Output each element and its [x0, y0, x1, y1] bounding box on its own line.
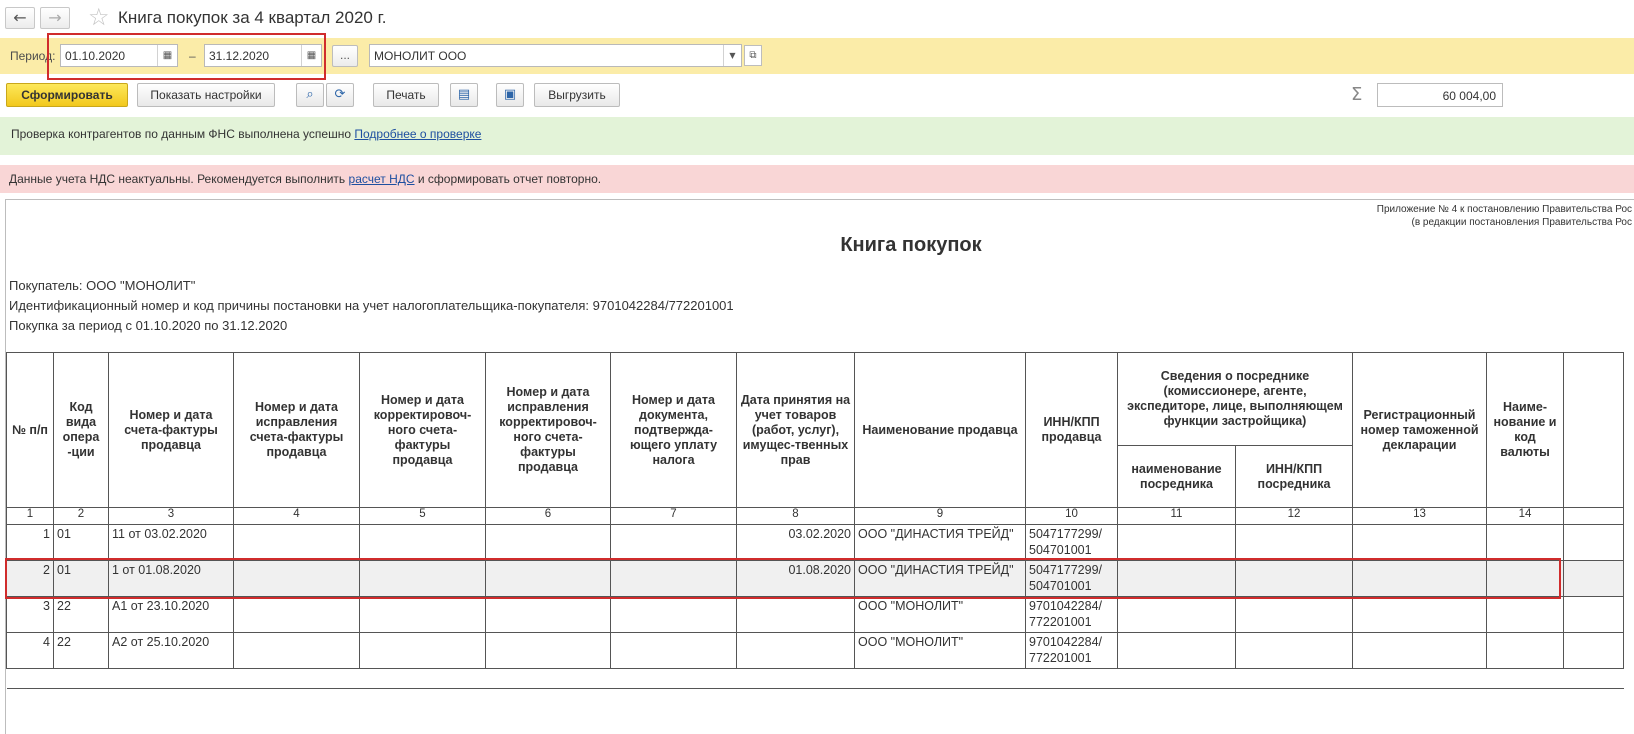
column-number: 5: [360, 508, 486, 525]
period-label: Период:: [10, 49, 56, 63]
operation-code: 22: [54, 597, 109, 633]
column-number: 4: [234, 508, 360, 525]
open-organization-icon[interactable]: ⧉: [744, 45, 762, 66]
date-to-value: 31.12.2020: [209, 49, 270, 63]
empty-cell: [1236, 597, 1353, 633]
header-cell: Код вида опера -ции: [54, 353, 109, 508]
column-number: 9: [855, 508, 1026, 525]
appendix-note-2: (в редакции постановления Правительства Рос: [1411, 217, 1632, 228]
vat-warning-prefix: Данные учета НДС неактуальны. Рекомендуется выполнить: [9, 172, 346, 186]
empty-cell: [486, 633, 611, 669]
empty-cell: [1353, 633, 1487, 669]
seller-inn: 9701042284/ 772201001: [1026, 633, 1118, 669]
acceptance-date: 03.02.2020: [737, 525, 855, 561]
column-number: 7: [611, 508, 737, 525]
empty-cell: [360, 633, 486, 669]
buyer-line: Покупатель: ООО "МОНОЛИТ": [9, 278, 196, 293]
sum-field: 60 004,00: [1377, 83, 1503, 107]
column-number: 12: [1236, 508, 1353, 525]
save-icon[interactable]: ▣: [496, 83, 524, 107]
seller-inn: 5047177299/ 504701001: [1026, 525, 1118, 561]
print-button[interactable]: Печать: [373, 83, 439, 107]
header-cell: Номер и дата документа, подтвержда-ющего уплату налога: [611, 353, 737, 508]
header-cell: Регистрационный номер таможенной декларации: [1353, 353, 1487, 508]
empty-cell: [360, 597, 486, 633]
column-number: 1: [7, 508, 54, 525]
column-number: 14: [1487, 508, 1564, 525]
empty-cell: [1564, 525, 1624, 561]
row-number: 1: [7, 525, 54, 561]
operation-code: 22: [54, 633, 109, 669]
forward-button[interactable]: [40, 7, 70, 29]
search-next-icon[interactable]: ⟳: [326, 83, 354, 107]
vat-warning-suffix: и сформировать отчет повторно.: [417, 172, 602, 186]
organization-value: МОНОЛИТ ООО: [374, 49, 467, 63]
column-number: 8: [737, 508, 855, 525]
header-cell: Номер и дата исправления корректировоч-ного счета-фактуры продавца: [486, 353, 611, 508]
header-cell: ИНН/КПП посредника: [1236, 446, 1353, 508]
header-cell: Номер и дата счета-фактуры продавца: [109, 353, 234, 508]
export-button[interactable]: Выгрузить: [534, 83, 620, 107]
empty-cell: [1487, 597, 1564, 633]
empty-cell: [611, 633, 737, 669]
acceptance-date: [737, 633, 855, 669]
period-select-button[interactable]: ...: [332, 45, 358, 67]
column-number: 3: [109, 508, 234, 525]
header-cell: наименование посредника: [1118, 446, 1236, 508]
arrow-left-icon: ←: [13, 8, 27, 27]
fns-check-text: Проверка контрагентов по данным ФНС выполнена успешно: [11, 127, 352, 141]
fns-details-link[interactable]: Подробнее о проверке: [354, 127, 482, 141]
generate-button[interactable]: Сформировать: [6, 83, 128, 107]
empty-cell: [486, 597, 611, 633]
header-cell: Наименование продавца: [855, 353, 1026, 508]
header-cell: № п/п: [7, 353, 54, 508]
empty-cell: [360, 525, 486, 561]
seller-name: ООО "МОНОЛИТ": [855, 633, 1026, 669]
empty-cell: [1564, 561, 1624, 597]
date-from-value: 01.10.2020: [65, 49, 126, 63]
invoice-number: 11 от 03.02.2020: [109, 525, 234, 561]
table-row[interactable]: [7, 633, 1624, 669]
selected-row-highlight-frame: [5, 558, 1561, 599]
empty-cell: [1118, 597, 1236, 633]
buyer-inn-line: Идентификационный номер и код причины постановки на учет налогоплательщика-покупателя: 9701042284/772201001: [9, 298, 734, 313]
calendar-icon[interactable]: ▦: [301, 45, 321, 66]
period-highlight-frame: [47, 33, 326, 80]
row-number: 4: [7, 633, 54, 669]
empty-cell: [1118, 633, 1236, 669]
empty-cell: [1487, 633, 1564, 669]
row-number: 3: [7, 597, 54, 633]
invoice-number: А1 от 23.10.2020: [109, 597, 234, 633]
sum-icon: Σ: [1351, 84, 1363, 105]
header-cell: Наиме-нование и код валюты: [1487, 353, 1564, 508]
operation-code: 01: [54, 561, 109, 597]
acceptance-date: 01.08.2020: [737, 561, 855, 597]
organization-field[interactable]: [369, 44, 742, 67]
report-title: Книга покупок: [840, 234, 982, 256]
vat-calculation-link[interactable]: расчет НДС: [348, 172, 415, 186]
seller-name: ООО "ДИНАСТИЯ ТРЕЙД": [855, 525, 1026, 561]
print-preview-icon[interactable]: ▤: [450, 83, 478, 107]
empty-cell: [234, 525, 360, 561]
column-number: 2: [54, 508, 109, 525]
column-number: 10: [1026, 508, 1118, 525]
empty-cell: [611, 525, 737, 561]
seller-inn: 5047177299/ 504701001: [1026, 561, 1118, 597]
empty-cell: [1236, 633, 1353, 669]
acceptance-date: [737, 597, 855, 633]
seller-inn: 9701042284/ 772201001: [1026, 597, 1118, 633]
appendix-note-1: Приложение № 4 к постановлению Правительства Рос: [1376, 204, 1632, 215]
header-cell: Дата принятия на учет товаров (работ, услуг), имущес-твенных прав: [737, 353, 855, 508]
period-line: Покупка за период с 01.10.2020 по 31.12.2020: [9, 318, 288, 333]
seller-name: ООО "ДИНАСТИЯ ТРЕЙД": [855, 561, 1026, 597]
calendar-icon[interactable]: ▦: [157, 45, 177, 66]
header-cell: ИНН/КПП продавца: [1026, 353, 1118, 508]
purchase-book-table: [6, 352, 1624, 689]
row-number: 2: [7, 561, 54, 597]
table-row[interactable]: [7, 525, 1624, 561]
operation-code: 01: [54, 525, 109, 561]
empty-cell: [611, 597, 737, 633]
empty-cell: [1564, 633, 1624, 669]
column-number: [1564, 508, 1624, 525]
empty-cell: [234, 633, 360, 669]
invoice-number: А2 от 25.10.2020: [109, 633, 234, 669]
favorite-star-icon[interactable]: ☆: [88, 3, 110, 31]
header-cell: Номер и дата корректировоч-ного счета-фактуры продавца: [360, 353, 486, 508]
page-title: Книга покупок за 4 квартал 2020 г.: [118, 8, 387, 27]
table-row[interactable]: [7, 597, 1624, 633]
empty-cell: [7, 669, 1624, 689]
period-separator: –: [189, 49, 196, 63]
toolbar: [0, 82, 1634, 110]
empty-cell: [1236, 525, 1353, 561]
invoice-number: 1 от 01.08.2020: [109, 561, 234, 597]
empty-cell: [1353, 525, 1487, 561]
table-footer-row: [7, 669, 1624, 689]
empty-cell: [234, 597, 360, 633]
header-cell: Сведения о посреднике (комиссионере, агенте, экспедиторе, лице, выполняющем функции застройщика): [1118, 353, 1353, 446]
dropdown-arrow-icon[interactable]: ▼: [723, 45, 741, 66]
empty-cell: [1564, 597, 1624, 633]
title-bar: [0, 0, 1634, 36]
fns-check-message: [0, 117, 1634, 155]
header-cell: [1564, 353, 1624, 508]
empty-cell: [1487, 525, 1564, 561]
back-button[interactable]: [5, 7, 35, 29]
empty-cell: [486, 525, 611, 561]
column-number: 13: [1353, 508, 1487, 525]
report-area[interactable]: [5, 199, 1634, 734]
column-number-row: [7, 508, 1624, 525]
arrow-right-icon: →: [48, 8, 62, 27]
header-cell: Номер и дата исправления счета-фактуры продавца: [234, 353, 360, 508]
seller-name: ООО "МОНОЛИТ": [855, 597, 1026, 633]
column-number: 11: [1118, 508, 1236, 525]
vat-warning-message: [0, 165, 1634, 193]
empty-cell: [1353, 597, 1487, 633]
empty-cell: [1118, 525, 1236, 561]
column-number: 6: [486, 508, 611, 525]
show-settings-button[interactable]: Показать настройки: [137, 83, 275, 107]
search-icon[interactable]: ⌕: [296, 83, 324, 107]
